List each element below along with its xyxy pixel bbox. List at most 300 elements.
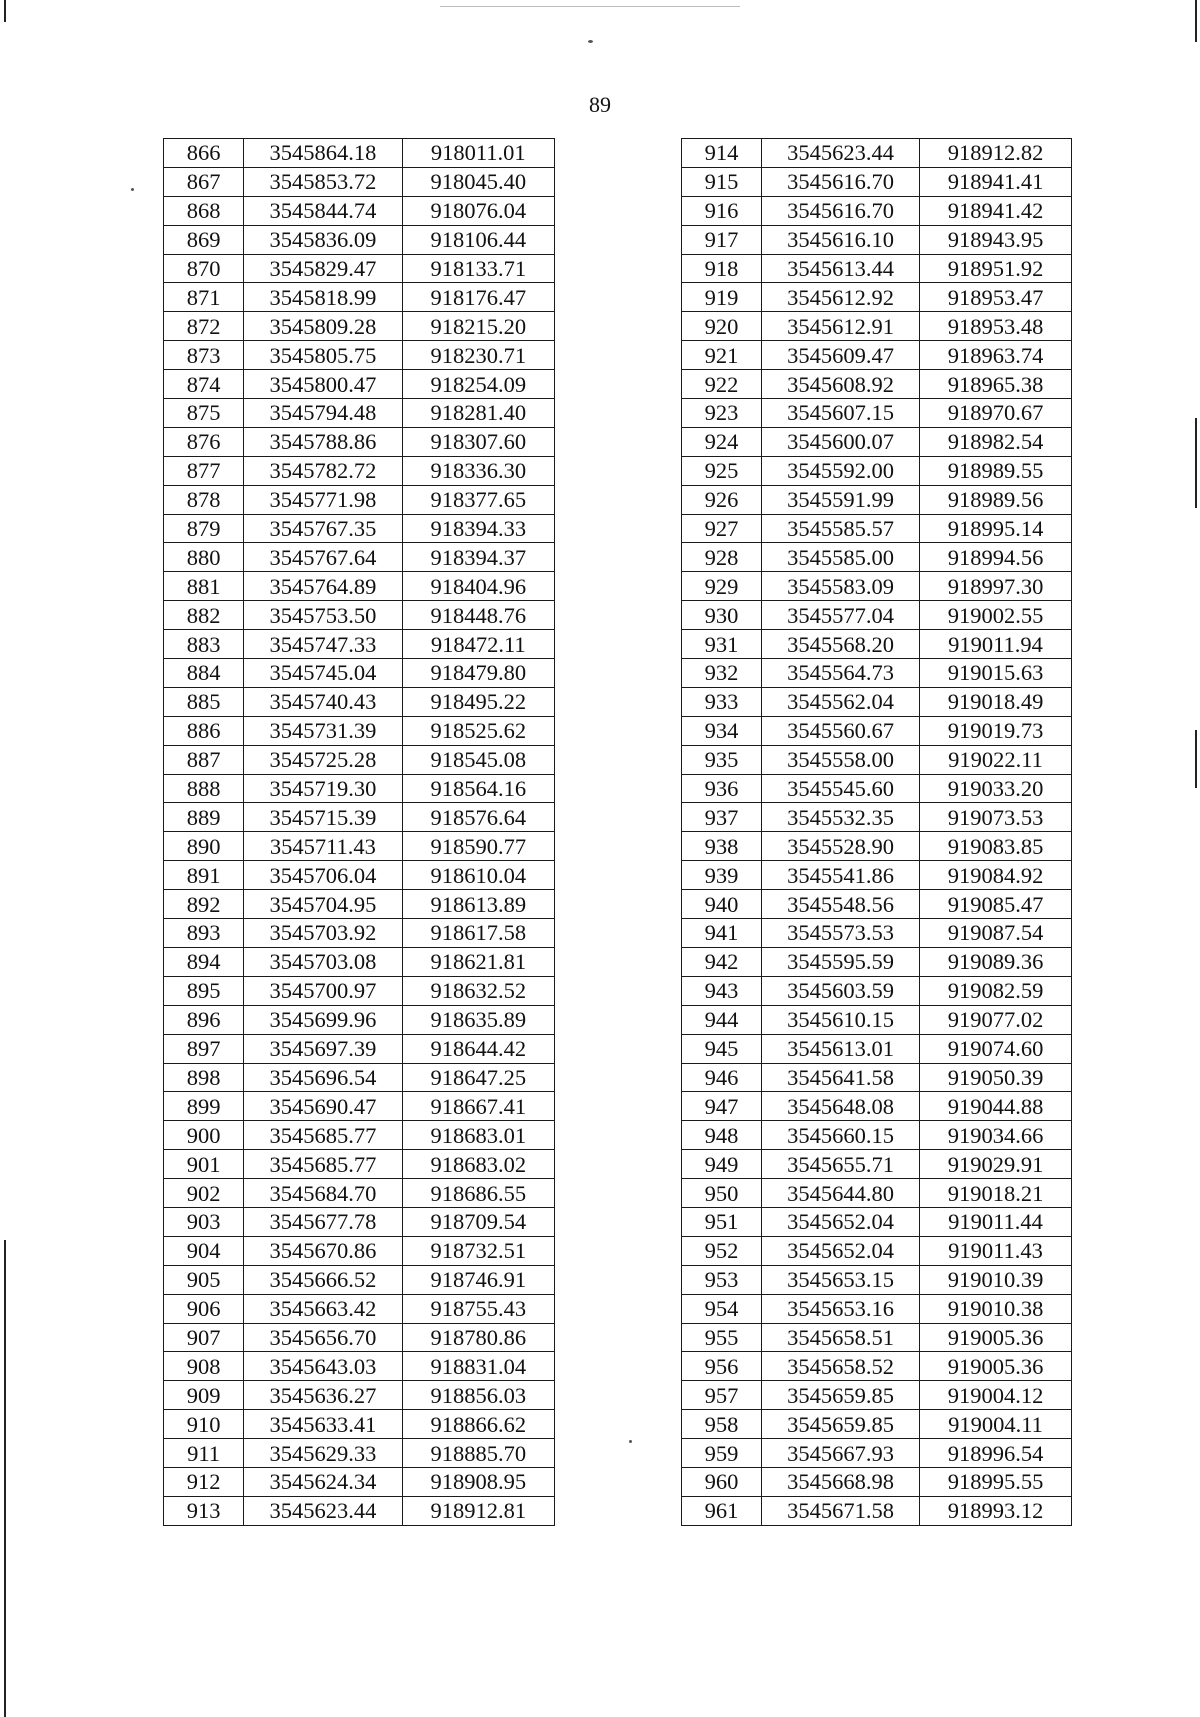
point-number-cell: 911 bbox=[164, 1439, 244, 1468]
table-row bbox=[682, 832, 1072, 861]
table-row bbox=[164, 1063, 555, 1092]
table-row bbox=[682, 370, 1072, 399]
table-row bbox=[682, 139, 1072, 168]
table-row bbox=[682, 225, 1072, 254]
point-number-cell: 907 bbox=[164, 1323, 244, 1352]
x-coordinate-cell: 3545771.98 bbox=[244, 485, 402, 514]
y-coordinate-cell: 918404.96 bbox=[402, 572, 554, 601]
x-coordinate-cell: 3545844.74 bbox=[244, 196, 402, 225]
point-number-cell: 904 bbox=[164, 1236, 244, 1265]
y-coordinate-cell: 918495.22 bbox=[402, 687, 554, 716]
point-number-cell: 919 bbox=[682, 283, 762, 312]
point-number-cell: 872 bbox=[164, 312, 244, 341]
y-coordinate-cell: 918610.04 bbox=[402, 861, 554, 890]
x-coordinate-cell: 3545653.16 bbox=[762, 1294, 920, 1323]
y-coordinate-cell: 919005.36 bbox=[920, 1352, 1072, 1381]
y-coordinate-cell: 918448.76 bbox=[402, 601, 554, 630]
point-number-cell: 868 bbox=[164, 196, 244, 225]
point-number-cell: 952 bbox=[682, 1236, 762, 1265]
point-number-cell: 901 bbox=[164, 1150, 244, 1179]
point-number-cell: 926 bbox=[682, 485, 762, 514]
x-coordinate-cell: 3545541.86 bbox=[762, 861, 920, 890]
y-coordinate-cell: 918307.60 bbox=[402, 427, 554, 456]
y-coordinate-cell: 919010.39 bbox=[920, 1265, 1072, 1294]
x-coordinate-cell: 3545564.73 bbox=[762, 659, 920, 688]
point-number-cell: 937 bbox=[682, 803, 762, 832]
x-coordinate-cell: 3545643.03 bbox=[244, 1352, 402, 1381]
y-coordinate-cell: 919018.21 bbox=[920, 1179, 1072, 1208]
point-number-cell: 930 bbox=[682, 601, 762, 630]
x-coordinate-cell: 3545715.39 bbox=[244, 803, 402, 832]
y-coordinate-cell: 918576.64 bbox=[402, 803, 554, 832]
table-row bbox=[164, 832, 555, 861]
table-row bbox=[682, 774, 1072, 803]
point-number-cell: 882 bbox=[164, 601, 244, 630]
point-number-cell: 921 bbox=[682, 341, 762, 370]
x-coordinate-cell: 3545668.98 bbox=[762, 1467, 920, 1496]
y-coordinate-cell: 918564.16 bbox=[402, 774, 554, 803]
x-coordinate-cell: 3545595.59 bbox=[762, 947, 920, 976]
x-coordinate-cell: 3545616.70 bbox=[762, 196, 920, 225]
point-number-cell: 928 bbox=[682, 543, 762, 572]
table-row bbox=[164, 1034, 555, 1063]
x-coordinate-cell: 3545583.09 bbox=[762, 572, 920, 601]
table-row bbox=[682, 1005, 1072, 1034]
table-row bbox=[682, 1467, 1072, 1496]
y-coordinate-cell: 918644.42 bbox=[402, 1034, 554, 1063]
table-row bbox=[164, 1207, 555, 1236]
point-number-cell: 897 bbox=[164, 1034, 244, 1063]
table-row bbox=[164, 919, 555, 948]
point-number-cell: 924 bbox=[682, 427, 762, 456]
table-row bbox=[682, 1439, 1072, 1468]
table-row bbox=[682, 919, 1072, 948]
y-coordinate-cell: 919010.38 bbox=[920, 1294, 1072, 1323]
point-number-cell: 947 bbox=[682, 1092, 762, 1121]
point-number-cell: 957 bbox=[682, 1381, 762, 1410]
coordinates-table-left bbox=[163, 138, 555, 1526]
x-coordinate-cell: 3545585.00 bbox=[762, 543, 920, 572]
point-number-cell: 942 bbox=[682, 947, 762, 976]
x-coordinate-cell: 3545805.75 bbox=[244, 341, 402, 370]
y-coordinate-cell: 919050.39 bbox=[920, 1063, 1072, 1092]
y-coordinate-cell: 918621.81 bbox=[402, 947, 554, 976]
x-coordinate-cell: 3545711.43 bbox=[244, 832, 402, 861]
y-coordinate-cell: 918133.71 bbox=[402, 254, 554, 283]
y-coordinate-cell: 919089.36 bbox=[920, 947, 1072, 976]
table-row bbox=[164, 1323, 555, 1352]
x-coordinate-cell: 3545818.99 bbox=[244, 283, 402, 312]
y-coordinate-cell: 918989.56 bbox=[920, 485, 1072, 514]
point-number-cell: 888 bbox=[164, 774, 244, 803]
table-row bbox=[164, 225, 555, 254]
y-coordinate-cell: 918617.58 bbox=[402, 919, 554, 948]
table-row bbox=[164, 803, 555, 832]
point-number-cell: 867 bbox=[164, 167, 244, 196]
x-coordinate-cell: 3545659.85 bbox=[762, 1410, 920, 1439]
y-coordinate-cell: 918011.01 bbox=[402, 139, 554, 168]
point-number-cell: 945 bbox=[682, 1034, 762, 1063]
y-coordinate-cell: 918943.95 bbox=[920, 225, 1072, 254]
y-coordinate-cell: 918996.54 bbox=[920, 1439, 1072, 1468]
x-coordinate-cell: 3545573.53 bbox=[762, 919, 920, 948]
x-coordinate-cell: 3545600.07 bbox=[762, 427, 920, 456]
point-number-cell: 958 bbox=[682, 1410, 762, 1439]
y-coordinate-cell: 918912.82 bbox=[920, 139, 1072, 168]
table-row bbox=[164, 543, 555, 572]
y-coordinate-cell: 918667.41 bbox=[402, 1092, 554, 1121]
y-coordinate-cell: 918394.37 bbox=[402, 543, 554, 572]
x-coordinate-cell: 3545659.85 bbox=[762, 1381, 920, 1410]
point-number-cell: 884 bbox=[164, 659, 244, 688]
y-coordinate-cell: 918997.30 bbox=[920, 572, 1072, 601]
table-row bbox=[164, 774, 555, 803]
x-coordinate-cell: 3545577.04 bbox=[762, 601, 920, 630]
table-row bbox=[682, 947, 1072, 976]
point-number-cell: 923 bbox=[682, 399, 762, 428]
x-coordinate-cell: 3545616.10 bbox=[762, 225, 920, 254]
table-row bbox=[164, 254, 555, 283]
x-coordinate-cell: 3545624.34 bbox=[244, 1467, 402, 1496]
point-number-cell: 869 bbox=[164, 225, 244, 254]
point-number-cell: 908 bbox=[164, 1352, 244, 1381]
table-row bbox=[682, 803, 1072, 832]
x-coordinate-cell: 3545603.59 bbox=[762, 976, 920, 1005]
table-row bbox=[682, 1496, 1072, 1525]
y-coordinate-cell: 919084.92 bbox=[920, 861, 1072, 890]
x-coordinate-cell: 3545560.67 bbox=[762, 716, 920, 745]
table-row bbox=[164, 630, 555, 659]
y-coordinate-cell: 919011.44 bbox=[920, 1207, 1072, 1236]
scan-edge-mark-right bbox=[1195, 418, 1197, 508]
table-row bbox=[682, 1265, 1072, 1294]
y-coordinate-cell: 918683.01 bbox=[402, 1121, 554, 1150]
y-coordinate-cell: 918230.71 bbox=[402, 341, 554, 370]
y-coordinate-cell: 919018.49 bbox=[920, 687, 1072, 716]
x-coordinate-cell: 3545644.80 bbox=[762, 1179, 920, 1208]
scan-noise-top bbox=[440, 6, 740, 7]
table-row bbox=[164, 947, 555, 976]
table-row bbox=[164, 1092, 555, 1121]
table-row bbox=[682, 543, 1072, 572]
point-number-cell: 899 bbox=[164, 1092, 244, 1121]
x-coordinate-cell: 3545704.95 bbox=[244, 890, 402, 919]
table-row bbox=[682, 485, 1072, 514]
table-row bbox=[682, 890, 1072, 919]
point-number-cell: 946 bbox=[682, 1063, 762, 1092]
x-coordinate-cell: 3545753.50 bbox=[244, 601, 402, 630]
coordinates-table-right bbox=[681, 138, 1072, 1526]
x-coordinate-cell: 3545809.28 bbox=[244, 312, 402, 341]
point-number-cell: 913 bbox=[164, 1496, 244, 1525]
y-coordinate-cell: 918856.03 bbox=[402, 1381, 554, 1410]
x-coordinate-cell: 3545653.15 bbox=[762, 1265, 920, 1294]
table-row bbox=[682, 1121, 1072, 1150]
x-coordinate-cell: 3545629.33 bbox=[244, 1439, 402, 1468]
x-coordinate-cell: 3545764.89 bbox=[244, 572, 402, 601]
point-number-cell: 866 bbox=[164, 139, 244, 168]
point-number-cell: 900 bbox=[164, 1121, 244, 1150]
x-coordinate-cell: 3545800.47 bbox=[244, 370, 402, 399]
table-row bbox=[164, 572, 555, 601]
table-row bbox=[164, 167, 555, 196]
x-coordinate-cell: 3545652.04 bbox=[762, 1236, 920, 1265]
y-coordinate-cell: 919004.11 bbox=[920, 1410, 1072, 1439]
table-row bbox=[682, 312, 1072, 341]
point-number-cell: 889 bbox=[164, 803, 244, 832]
point-number-cell: 874 bbox=[164, 370, 244, 399]
table-row bbox=[682, 976, 1072, 1005]
x-coordinate-cell: 3545532.35 bbox=[762, 803, 920, 832]
point-number-cell: 887 bbox=[164, 745, 244, 774]
y-coordinate-cell: 918908.95 bbox=[402, 1467, 554, 1496]
point-number-cell: 881 bbox=[164, 572, 244, 601]
table-row bbox=[164, 1439, 555, 1468]
table-row bbox=[164, 890, 555, 919]
x-coordinate-cell: 3545666.52 bbox=[244, 1265, 402, 1294]
y-coordinate-cell: 919011.94 bbox=[920, 630, 1072, 659]
y-coordinate-cell: 918176.47 bbox=[402, 283, 554, 312]
y-coordinate-cell: 918993.12 bbox=[920, 1496, 1072, 1525]
point-number-cell: 909 bbox=[164, 1381, 244, 1410]
y-coordinate-cell: 918377.65 bbox=[402, 485, 554, 514]
x-coordinate-cell: 3545591.99 bbox=[762, 485, 920, 514]
x-coordinate-cell: 3545697.39 bbox=[244, 1034, 402, 1063]
table-row bbox=[164, 1179, 555, 1208]
table-row bbox=[164, 196, 555, 225]
x-coordinate-cell: 3545648.08 bbox=[762, 1092, 920, 1121]
x-coordinate-cell: 3545767.35 bbox=[244, 514, 402, 543]
x-coordinate-cell: 3545658.51 bbox=[762, 1323, 920, 1352]
y-coordinate-cell: 918545.08 bbox=[402, 745, 554, 774]
point-number-cell: 892 bbox=[164, 890, 244, 919]
table-row bbox=[164, 1265, 555, 1294]
table-row bbox=[164, 456, 555, 485]
table-row bbox=[682, 283, 1072, 312]
table-row bbox=[682, 1179, 1072, 1208]
y-coordinate-cell: 918780.86 bbox=[402, 1323, 554, 1352]
x-coordinate-cell: 3545613.01 bbox=[762, 1034, 920, 1063]
point-number-cell: 905 bbox=[164, 1265, 244, 1294]
scan-edge-mark-left-lower bbox=[4, 1240, 6, 1717]
y-coordinate-cell: 918106.44 bbox=[402, 225, 554, 254]
point-number-cell: 871 bbox=[164, 283, 244, 312]
table-row bbox=[164, 1236, 555, 1265]
y-coordinate-cell: 918479.80 bbox=[402, 659, 554, 688]
x-coordinate-cell: 3545829.47 bbox=[244, 254, 402, 283]
point-number-cell: 917 bbox=[682, 225, 762, 254]
x-coordinate-cell: 3545703.92 bbox=[244, 919, 402, 948]
y-coordinate-cell: 918994.56 bbox=[920, 543, 1072, 572]
table-row bbox=[682, 1410, 1072, 1439]
x-coordinate-cell: 3545558.00 bbox=[762, 745, 920, 774]
y-coordinate-cell: 919029.91 bbox=[920, 1150, 1072, 1179]
point-number-cell: 950 bbox=[682, 1179, 762, 1208]
y-coordinate-cell: 918953.47 bbox=[920, 283, 1072, 312]
point-number-cell: 875 bbox=[164, 399, 244, 428]
point-number-cell: 949 bbox=[682, 1150, 762, 1179]
point-number-cell: 890 bbox=[164, 832, 244, 861]
table-row bbox=[164, 716, 555, 745]
x-coordinate-cell: 3545745.04 bbox=[244, 659, 402, 688]
y-coordinate-cell: 919077.02 bbox=[920, 1005, 1072, 1034]
x-coordinate-cell: 3545592.00 bbox=[762, 456, 920, 485]
y-coordinate-cell: 919015.63 bbox=[920, 659, 1072, 688]
point-number-cell: 885 bbox=[164, 687, 244, 716]
x-coordinate-cell: 3545836.09 bbox=[244, 225, 402, 254]
point-number-cell: 886 bbox=[164, 716, 244, 745]
table-row bbox=[164, 1294, 555, 1323]
y-coordinate-cell: 919074.60 bbox=[920, 1034, 1072, 1063]
table-row bbox=[164, 1467, 555, 1496]
table-row bbox=[164, 861, 555, 890]
scan-speck bbox=[588, 40, 593, 43]
x-coordinate-cell: 3545670.86 bbox=[244, 1236, 402, 1265]
y-coordinate-cell: 918472.11 bbox=[402, 630, 554, 659]
table-row bbox=[682, 1381, 1072, 1410]
point-number-cell: 944 bbox=[682, 1005, 762, 1034]
table-row bbox=[682, 1236, 1072, 1265]
x-coordinate-cell: 3545685.77 bbox=[244, 1150, 402, 1179]
x-coordinate-cell: 3545663.42 bbox=[244, 1294, 402, 1323]
point-number-cell: 927 bbox=[682, 514, 762, 543]
point-number-cell: 959 bbox=[682, 1439, 762, 1468]
y-coordinate-cell: 919011.43 bbox=[920, 1236, 1072, 1265]
x-coordinate-cell: 3545610.15 bbox=[762, 1005, 920, 1034]
x-coordinate-cell: 3545656.70 bbox=[244, 1323, 402, 1352]
point-number-cell: 902 bbox=[164, 1179, 244, 1208]
x-coordinate-cell: 3545671.58 bbox=[762, 1496, 920, 1525]
point-number-cell: 912 bbox=[164, 1467, 244, 1496]
table-row bbox=[164, 341, 555, 370]
y-coordinate-cell: 919044.88 bbox=[920, 1092, 1072, 1121]
point-number-cell: 943 bbox=[682, 976, 762, 1005]
x-coordinate-cell: 3545608.92 bbox=[762, 370, 920, 399]
x-coordinate-cell: 3545700.97 bbox=[244, 976, 402, 1005]
table-row bbox=[164, 1496, 555, 1525]
table-row bbox=[682, 601, 1072, 630]
y-coordinate-cell: 918647.25 bbox=[402, 1063, 554, 1092]
x-coordinate-cell: 3545568.20 bbox=[762, 630, 920, 659]
point-number-cell: 877 bbox=[164, 456, 244, 485]
point-number-cell: 955 bbox=[682, 1323, 762, 1352]
y-coordinate-cell: 918709.54 bbox=[402, 1207, 554, 1236]
x-coordinate-cell: 3545641.58 bbox=[762, 1063, 920, 1092]
table-row bbox=[682, 572, 1072, 601]
point-number-cell: 920 bbox=[682, 312, 762, 341]
table-row bbox=[164, 427, 555, 456]
scan-edge-mark-top-right bbox=[1195, 0, 1197, 42]
x-coordinate-cell: 3545794.48 bbox=[244, 399, 402, 428]
table-row bbox=[682, 514, 1072, 543]
x-coordinate-cell: 3545655.71 bbox=[762, 1150, 920, 1179]
table-row bbox=[682, 1352, 1072, 1381]
x-coordinate-cell: 3545562.04 bbox=[762, 687, 920, 716]
table-row bbox=[682, 196, 1072, 225]
y-coordinate-cell: 918683.02 bbox=[402, 1150, 554, 1179]
table-row bbox=[682, 1092, 1072, 1121]
x-coordinate-cell: 3545658.52 bbox=[762, 1352, 920, 1381]
table-row bbox=[682, 716, 1072, 745]
table-row bbox=[164, 1005, 555, 1034]
y-coordinate-cell: 918866.62 bbox=[402, 1410, 554, 1439]
y-coordinate-cell: 918635.89 bbox=[402, 1005, 554, 1034]
x-coordinate-cell: 3545782.72 bbox=[244, 456, 402, 485]
table-row bbox=[164, 687, 555, 716]
point-number-cell: 939 bbox=[682, 861, 762, 890]
point-number-cell: 931 bbox=[682, 630, 762, 659]
table-row bbox=[164, 514, 555, 543]
table-row bbox=[682, 341, 1072, 370]
x-coordinate-cell: 3545864.18 bbox=[244, 139, 402, 168]
y-coordinate-cell: 918215.20 bbox=[402, 312, 554, 341]
scan-speck bbox=[629, 1440, 632, 1443]
table-row bbox=[682, 745, 1072, 774]
x-coordinate-cell: 3545612.91 bbox=[762, 312, 920, 341]
point-number-cell: 951 bbox=[682, 1207, 762, 1236]
y-coordinate-cell: 919073.53 bbox=[920, 803, 1072, 832]
point-number-cell: 934 bbox=[682, 716, 762, 745]
x-coordinate-cell: 3545660.15 bbox=[762, 1121, 920, 1150]
table-row bbox=[682, 1063, 1072, 1092]
y-coordinate-cell: 918989.55 bbox=[920, 456, 1072, 485]
x-coordinate-cell: 3545636.27 bbox=[244, 1381, 402, 1410]
table-row bbox=[164, 745, 555, 774]
x-coordinate-cell: 3545685.77 bbox=[244, 1121, 402, 1150]
point-number-cell: 922 bbox=[682, 370, 762, 399]
point-number-cell: 932 bbox=[682, 659, 762, 688]
y-coordinate-cell: 919005.36 bbox=[920, 1323, 1072, 1352]
point-number-cell: 883 bbox=[164, 630, 244, 659]
x-coordinate-cell: 3545725.28 bbox=[244, 745, 402, 774]
y-coordinate-cell: 918885.70 bbox=[402, 1439, 554, 1468]
x-coordinate-cell: 3545607.15 bbox=[762, 399, 920, 428]
y-coordinate-cell: 918941.41 bbox=[920, 167, 1072, 196]
point-number-cell: 929 bbox=[682, 572, 762, 601]
x-coordinate-cell: 3545528.90 bbox=[762, 832, 920, 861]
point-number-cell: 879 bbox=[164, 514, 244, 543]
y-coordinate-cell: 918746.91 bbox=[402, 1265, 554, 1294]
x-coordinate-cell: 3545623.44 bbox=[762, 139, 920, 168]
x-coordinate-cell: 3545747.33 bbox=[244, 630, 402, 659]
y-coordinate-cell: 918941.42 bbox=[920, 196, 1072, 225]
y-coordinate-cell: 919083.85 bbox=[920, 832, 1072, 861]
table-row bbox=[164, 370, 555, 399]
y-coordinate-cell: 919033.20 bbox=[920, 774, 1072, 803]
table-row bbox=[682, 687, 1072, 716]
x-coordinate-cell: 3545585.57 bbox=[762, 514, 920, 543]
point-number-cell: 935 bbox=[682, 745, 762, 774]
point-number-cell: 941 bbox=[682, 919, 762, 948]
point-number-cell: 916 bbox=[682, 196, 762, 225]
x-coordinate-cell: 3545633.41 bbox=[244, 1410, 402, 1439]
table-row bbox=[164, 312, 555, 341]
y-coordinate-cell: 919034.66 bbox=[920, 1121, 1072, 1150]
table-row bbox=[682, 1034, 1072, 1063]
x-coordinate-cell: 3545853.72 bbox=[244, 167, 402, 196]
x-coordinate-cell: 3545699.96 bbox=[244, 1005, 402, 1034]
x-coordinate-cell: 3545767.64 bbox=[244, 543, 402, 572]
scan-edge-mark-top-left bbox=[4, 0, 6, 22]
y-coordinate-cell: 919019.73 bbox=[920, 716, 1072, 745]
point-number-cell: 960 bbox=[682, 1467, 762, 1496]
point-number-cell: 914 bbox=[682, 139, 762, 168]
x-coordinate-cell: 3545703.08 bbox=[244, 947, 402, 976]
y-coordinate-cell: 919004.12 bbox=[920, 1381, 1072, 1410]
table-row bbox=[164, 976, 555, 1005]
point-number-cell: 940 bbox=[682, 890, 762, 919]
point-number-cell: 918 bbox=[682, 254, 762, 283]
